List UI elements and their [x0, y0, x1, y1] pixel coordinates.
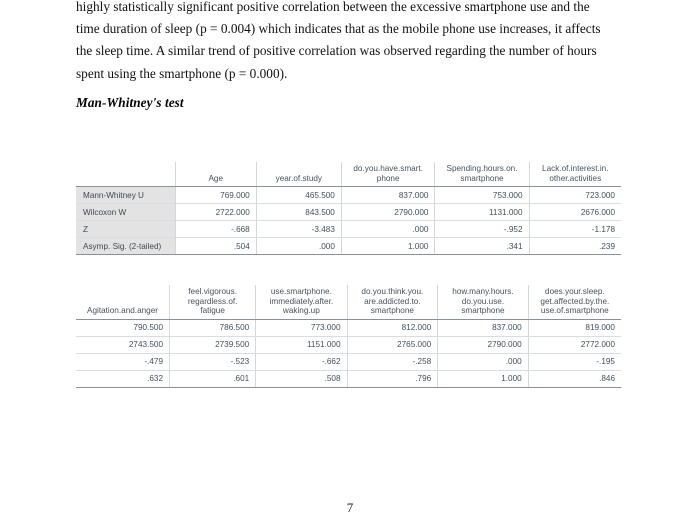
- table2-cell: 790.500: [76, 319, 170, 336]
- table1-column-header-year-of-study: [256, 162, 341, 187]
- table2-column-header-do-you-think-you-are-addicted-to-smartphone: [347, 285, 438, 319]
- header-line: do.you.think.you.: [361, 287, 424, 296]
- header-line: immediately.after.: [269, 296, 334, 306]
- header-line: regardless.of.: [187, 296, 238, 306]
- table1-cell: 1131.000: [435, 204, 529, 221]
- table2-cell: .508: [256, 370, 347, 387]
- mann-whitney-statistics-table-part2: [76, 285, 621, 388]
- paragraph-line: highly statistically significant positive correlation between the excessive smartphone use and the: [76, 0, 590, 14]
- table2-cell: .632: [76, 370, 170, 387]
- paragraph-block: [76, 0, 624, 85]
- header-line: feel.vigorous.: [188, 287, 237, 296]
- table1-row-label: Mann-Whitney U: [76, 187, 175, 204]
- table-row: [76, 336, 621, 353]
- table2-cell: 1151.000: [256, 336, 347, 353]
- header-line: how.many.hours.: [452, 287, 514, 296]
- table-row: [76, 319, 621, 336]
- header-line: Lack.of.interest.in.: [542, 164, 609, 173]
- table2-cell: -.523: [170, 353, 256, 370]
- table2-cell: 812.000: [347, 319, 438, 336]
- table2-cell: .000: [438, 353, 528, 370]
- table1-cell: 2676.000: [529, 204, 621, 221]
- header-line: do.you.use.: [461, 296, 505, 306]
- header-line: Age: [208, 173, 224, 183]
- table2-header-row: [76, 285, 621, 319]
- table2-cell: 2765.000: [347, 336, 438, 353]
- paragraph-line: spent using the smartphone (p = 0.000).: [76, 65, 288, 81]
- table1-cell: .000: [256, 238, 341, 255]
- table1-corner-cell: [76, 162, 175, 187]
- table2-cell: 2772.000: [528, 336, 621, 353]
- header-line: Agitation.and.anger: [87, 306, 159, 316]
- header-line: are.addicted.to.: [364, 296, 421, 306]
- table1-row-label: Wilcoxon W: [76, 204, 175, 221]
- table2-column-header-feel-vigorous-regardless-of-fatigue: [170, 285, 256, 319]
- page-number: 7: [346, 500, 354, 515]
- table2-cell: 786.500: [170, 319, 256, 336]
- header-line: year.of.study: [275, 173, 323, 183]
- table1-cell: .000: [341, 221, 435, 238]
- table2-cell: -.258: [347, 353, 438, 370]
- table1-cell: -.952: [435, 221, 529, 238]
- table2-cell: 773.000: [256, 319, 347, 336]
- mann-whitney-statistics-table-part1: [76, 162, 621, 255]
- table2-cell: -.195: [528, 353, 621, 370]
- header-line: do.you.have.smart.: [353, 164, 423, 173]
- table2-cell: -.662: [256, 353, 347, 370]
- table2-cell: 2743.500: [76, 336, 170, 353]
- table-row: [76, 353, 621, 370]
- table1-cell: .341: [435, 238, 529, 255]
- table1-cell: -1.178: [529, 221, 621, 238]
- table1-column-header-lack-of-interest-in-other-activities: [529, 162, 621, 187]
- table1-cell: 2790.000: [341, 204, 435, 221]
- table1-header-row: [76, 162, 621, 187]
- table1-cell: -.668: [175, 221, 256, 238]
- header-line: smartphone: [460, 173, 504, 183]
- table1-cell: 465.500: [256, 187, 341, 204]
- table2-cell: .846: [528, 370, 621, 387]
- table2-column-header-use-smartphone-immediately-after-waking-up: [256, 285, 347, 319]
- header-line: get.affected.by.the.: [540, 296, 610, 306]
- table2-cell: 1.000: [438, 370, 528, 387]
- table1-cell: 769.000: [175, 187, 256, 204]
- table2-body: [76, 319, 621, 387]
- table1-row-label: Asymp. Sig. (2-tailed): [76, 238, 175, 255]
- table2-column-header-does-your-sleep-get-affected-by-the-use-of-smartphone: [528, 285, 621, 319]
- header-line: phone: [376, 173, 400, 183]
- paragraph-line: time duration of sleep (p = 0.004) which indicates that as the mobile phone use increases, it affects: [76, 21, 601, 37]
- table1-header: [76, 162, 621, 187]
- header-line: use.of.smartphone: [540, 306, 609, 316]
- table1-column-header-spending-hours-on-smartphone: [435, 162, 529, 187]
- table1-row-label: Z: [76, 221, 175, 238]
- table2-header: [76, 285, 621, 319]
- table2-cell: 2790.000: [438, 336, 528, 353]
- table1-body: [76, 187, 621, 255]
- section-heading-man-whitney-test: Man-Whitney's test: [76, 95, 184, 110]
- table2-column-header-how-many-hours-do-you-use-smartphone: [438, 285, 528, 319]
- table1-cell: 723.000: [529, 187, 621, 204]
- header-line: smartphone: [461, 306, 505, 316]
- table1-cell: .504: [175, 238, 256, 255]
- table1-cell: 843.500: [256, 204, 341, 221]
- table2-cell: 819.000: [528, 319, 621, 336]
- header-line: smartphone: [370, 306, 414, 316]
- table-row: [76, 221, 621, 238]
- table-row: [76, 187, 621, 204]
- header-line: other.activities: [549, 173, 602, 183]
- table1-cell: 837.000: [341, 187, 435, 204]
- table1-cell: .239: [529, 238, 621, 255]
- paragraph-line: the sleep time. A similar trend of positive correlation was observed regarding the number of hours: [76, 43, 597, 59]
- table-row: [76, 238, 621, 255]
- table-row: [76, 204, 621, 221]
- table2-cell: .601: [170, 370, 256, 387]
- table2-cell: .796: [347, 370, 438, 387]
- table2-cell: 2739.500: [170, 336, 256, 353]
- table2-column-header-agitation-and-anger: [76, 285, 170, 319]
- header-line: does.your.sleep.: [545, 287, 605, 296]
- table-row: [76, 370, 621, 387]
- table1-column-header-age: [175, 162, 256, 187]
- table2-cell: -.479: [76, 353, 170, 370]
- table1-cell: 1.000: [341, 238, 435, 255]
- table1-cell: -3.483: [256, 221, 341, 238]
- table2-cell: 837.000: [438, 319, 528, 336]
- header-line: waking.up: [282, 306, 320, 316]
- table1-cell: 753.000: [435, 187, 529, 204]
- document-body: [76, 0, 624, 85]
- table1-cell: 2722.000: [175, 204, 256, 221]
- header-line: fatigue: [200, 306, 225, 316]
- header-line: Spending.hours.on.: [446, 164, 518, 173]
- table1-column-header-do-you-have-smartphone: [341, 162, 435, 187]
- header-line: use.smartphone.: [270, 287, 332, 296]
